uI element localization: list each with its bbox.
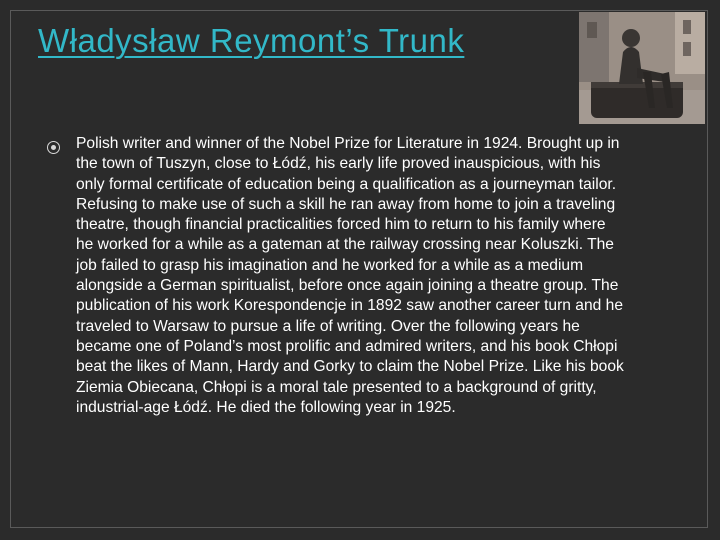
- slide-title: Władysław Reymont’s Trunk: [38, 22, 465, 59]
- body-paragraph: Polish writer and winner of the Nobel Prize for Literature in 1924. Brought up in the town of Tuszyn, close to Łódź, his early life proved inauspicious, with his only formal certificate of education being a qualification as a journeyman tailor. Refusing to make use of such a skill he ran away from home to join a traveling theatre, though financial practicalities forced him to return to his family where he worked for a while as a gateman at the railway crossing near Koluszki. The job failed to grasp his imagination and he worked for a while as a medium alongside a German spiritualist, before once again joining a theatre group. The publication of his work Korespondencje in 1892 saw another career turn and he traveled to Warsaw to pursue a life of writing. Over the following years he became one of Poland’s most prolific and admired writers, and his book Chłopi beat the likes of Mann, Hardy and Gorky to claim the Nobel Prize. Like his book Ziemia Obiecana, Chłopi is a moral tale presented to a background of gritty, industrial-age Łódź. He died the following year in 1925.: [76, 135, 624, 416]
- bullet-icon: [47, 141, 60, 154]
- statue-photo: [579, 12, 705, 124]
